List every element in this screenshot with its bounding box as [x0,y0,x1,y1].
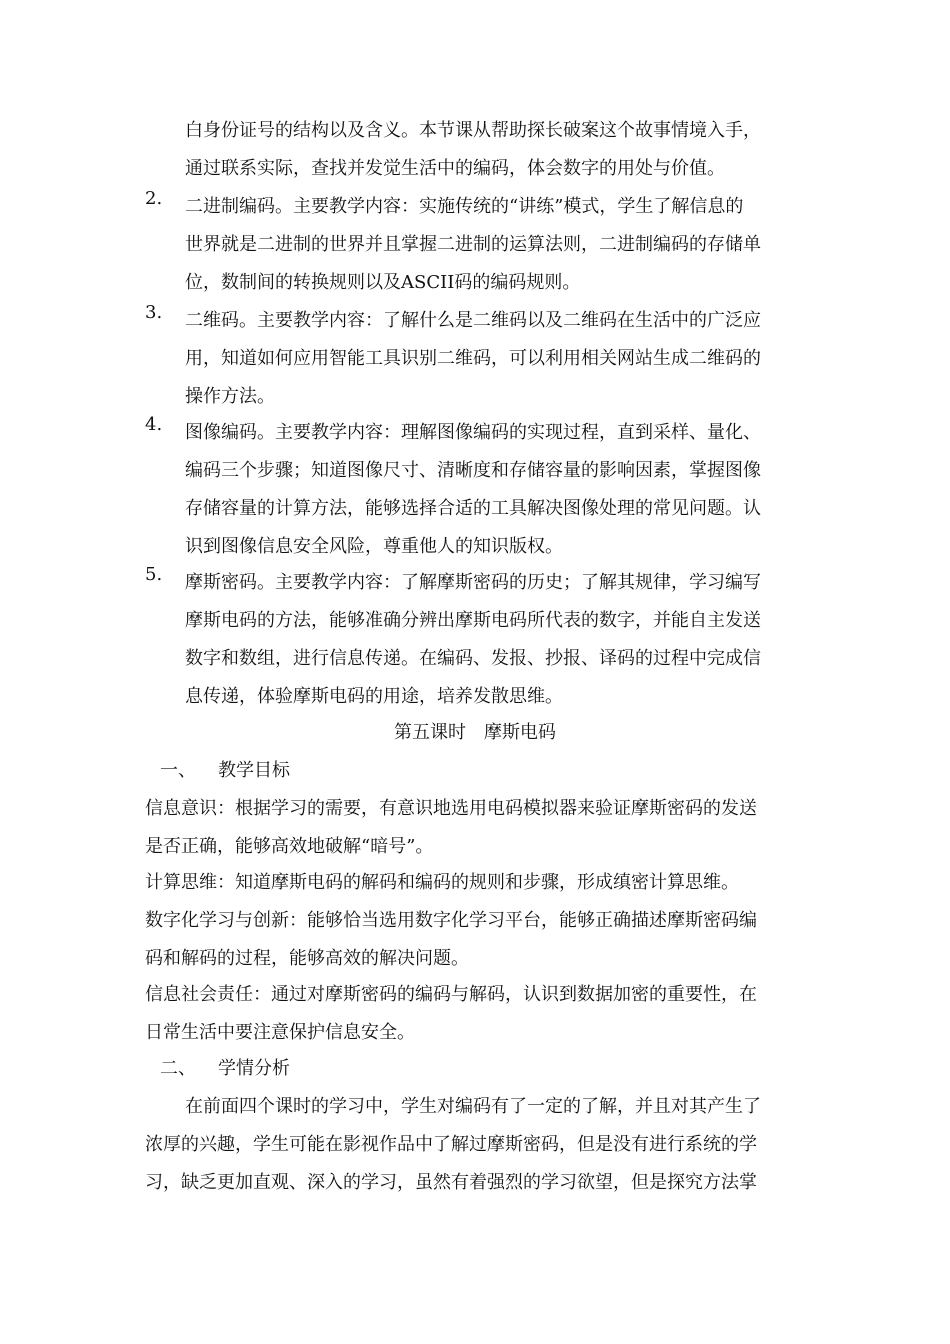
text-line: 世界就是二进制的世界并且掌握二进制的运算法则，二进制编码的存储单 [185,234,761,255]
text-line: 信息意识：根据学习的需要，有意识地选用电码模拟器来验证摩斯密码的发送 [145,798,757,819]
list-item-3 [145,302,810,416]
goal-information-awareness [145,790,810,866]
text-line: 识到图像信息安全风险，尊重他人的知识版权。 [185,536,563,557]
list-item-4 [145,414,810,566]
text-line: 编码三个步骤；知道图像尺寸、清晰度和存储容量的影响因素，掌握图像 [185,460,761,481]
text-line: 日常生活中要注意保护信息安全。 [145,1022,415,1043]
text-line: 数字和数组，进行信息传递。在编码、发报、抄报、译码的过程中完成信 [185,648,761,669]
goal-digital-learning [145,902,810,978]
list-item-2 [145,188,810,302]
text-line: 计算思维：知道摩斯电码的解码和编码的规则和步骤，形成缜密计算思维。 [145,872,739,893]
text-line: 白身份证号的结构以及含义。本节课从帮助探长破案这个故事情境入手， [185,120,761,141]
text-line: 二进制编码。主要教学内容：实施传统的“讲练”模式，学生了解信息的 [185,196,744,217]
text-line: 是否正确，能够高效地破解“暗号”。 [145,836,434,857]
goal-computational-thinking [145,864,810,902]
text-line: 操作方法。 [185,386,275,407]
text-line: 息传递，体验摩斯电码的用途，培养发散思维。 [185,686,563,707]
text-line: 图像编码。主要教学内容：理解图像编码的实现过程，直到采样、量化、 [185,422,761,443]
list-number: 3. [145,302,163,323]
list-item-5 [145,564,810,716]
section-title: 教学目标 [218,760,290,781]
lesson-title: 第五课时 摩斯电码 [394,722,556,743]
continued-paragraph [185,112,810,188]
text-line: 位，数制间的转换规则以及ASCII码的编码规则。 [185,272,581,293]
section-number: 一、 [160,760,196,781]
goal-social-responsibility [145,976,810,1052]
text-line: 存储容量的计算方法，能够选择合适的工具解决图像处理的常见问题。认 [185,498,761,519]
section-heading-analysis [160,1050,290,1088]
section-heading-goals [160,752,290,790]
list-number: 4. [145,414,163,435]
analysis-paragraph [145,1088,810,1202]
text-line: 摩斯密码。主要教学内容：了解摩斯密码的历史；了解其规律，学习编写 [185,572,761,593]
text-line: 二维码。主要教学内容：了解什么是二维码以及二维码在生活中的广泛应 [185,310,761,331]
text-line: 在前面四个课时的学习中，学生对编码有了一定的了解，并且对其产生了 [185,1096,761,1117]
list-number: 5. [145,564,163,585]
text-line: 数字化学习与创新：能够恰当选用数字化学习平台，能够正确描述摩斯密码编 [145,910,757,931]
text-line: 通过联系实际，查找并发觉生活中的编码，体会数字的用处与价值。 [185,158,725,179]
text-line: 用，知道如何应用智能工具识别二维码，可以利用相关网站生成二维码的 [185,348,761,369]
section-number: 二、 [160,1058,196,1079]
text-line: 习，缺乏更加直观、深入的学习，虽然有着强烈的学习欲望，但是探究方法掌 [145,1172,757,1193]
text-line: 浓厚的兴趣，学生可能在影视作品中了解过摩斯密码，但是没有进行系统的学 [145,1134,757,1155]
text-line: 码和解码的过程，能够高效的解决问题。 [145,948,469,969]
section-title: 学情分析 [218,1058,290,1079]
text-line: 信息社会责任：通过对摩斯密码的编码与解码，认识到数据加密的重要性，在 [145,984,757,1005]
list-number: 2. [145,188,163,209]
text-line: 摩斯电码的方法，能够准确分辨出摩斯电码所代表的数字，并能自主发送 [185,610,761,631]
